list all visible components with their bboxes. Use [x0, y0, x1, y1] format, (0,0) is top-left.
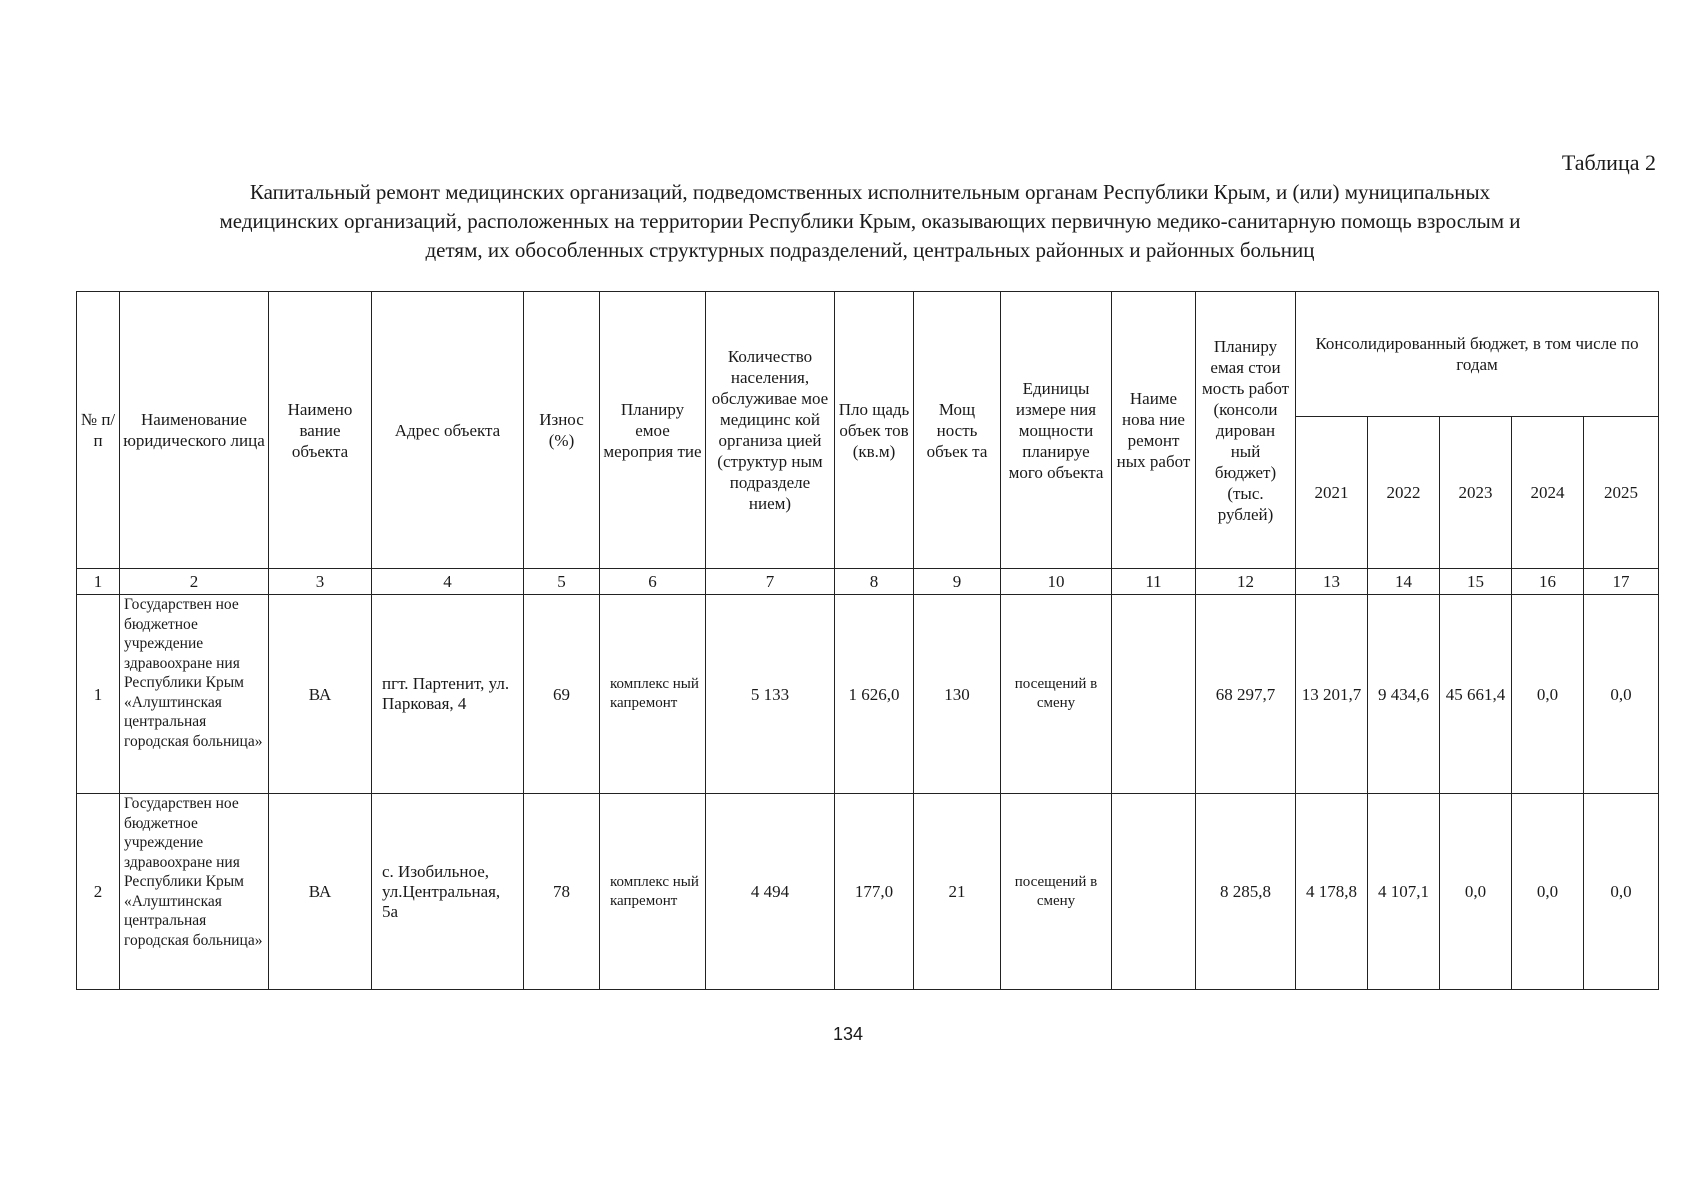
cell-works — [1112, 794, 1196, 990]
cell-year-2024: 0,0 — [1512, 794, 1584, 990]
column-number: 4 — [372, 569, 524, 595]
cell-activity: комплекс ный капремонт — [600, 595, 706, 794]
cell-year-2021: 4 178,8 — [1296, 794, 1368, 990]
column-number: 16 — [1512, 569, 1584, 595]
column-number: 12 — [1196, 569, 1296, 595]
column-number: 9 — [914, 569, 1001, 595]
cell-object-name: ВА — [269, 595, 372, 794]
cell-year-2021: 13 201,7 — [1296, 595, 1368, 794]
cell-units: посещений в смену — [1001, 794, 1112, 990]
header-activity: Планиру емое мероприя тие — [600, 292, 706, 569]
header-num: № п/п — [77, 292, 120, 569]
cell-works — [1112, 595, 1196, 794]
cell-year-2023: 45 661,4 — [1440, 595, 1512, 794]
cell-address: пгт. Партенит, ул. Парковая, 4 — [372, 595, 524, 794]
column-number: 6 — [600, 569, 706, 595]
cell-year-2025: 0,0 — [1584, 595, 1659, 794]
cell-capacity: 21 — [914, 794, 1001, 990]
cell-year-2023: 0,0 — [1440, 794, 1512, 990]
header-year-2024: 2024 — [1512, 417, 1584, 569]
header-object-name: Наимено вание объекта — [269, 292, 372, 569]
page-number: 134 — [832, 1024, 864, 1044]
cell-year-2022: 9 434,6 — [1368, 595, 1440, 794]
cell-cost: 8 285,8 — [1196, 794, 1296, 990]
cell-legal-entity: Государствен ное бюджетное учреждение здравоохране ния Республики Крым «Алуштинская центральная городская больница» — [120, 595, 269, 794]
document-title — [100, 178, 1640, 265]
header-year-2023: 2023 — [1440, 417, 1512, 569]
column-number: 1 — [77, 569, 120, 595]
column-number: 5 — [524, 569, 600, 595]
cell-object-name: ВА — [269, 794, 372, 990]
table-row — [77, 794, 1659, 990]
header-address: Адрес объекта — [372, 292, 524, 569]
column-number: 11 — [1112, 569, 1196, 595]
column-number: 3 — [269, 569, 372, 595]
column-number: 2 — [120, 569, 269, 595]
header-row — [77, 292, 1659, 417]
column-number: 15 — [1440, 569, 1512, 595]
cell-year-2025: 0,0 — [1584, 794, 1659, 990]
header-year-2021: 2021 — [1296, 417, 1368, 569]
header-year-2022: 2022 — [1368, 417, 1440, 569]
header-year-2025: 2025 — [1584, 417, 1659, 569]
header-works: Наиме нова ние ремонт ных работ — [1112, 292, 1196, 569]
header-legal-entity: Наименование юридического лица — [120, 292, 269, 569]
cell-activity: комплекс ный капремонт — [600, 794, 706, 990]
column-number: 8 — [835, 569, 914, 595]
header-population: Количество населения, обслуживае мое медицинс кой организа цией (структур ным подразделе нием) — [706, 292, 835, 569]
cell-num: 1 — [77, 595, 120, 794]
cell-legal-entity: Государствен ное бюджетное учреждение здравоохране ния Республики Крым «Алуштинская центральная городская больница» — [120, 794, 269, 990]
header-wear: Износ (%) — [524, 292, 600, 569]
cell-wear: 69 — [524, 595, 600, 794]
cell-area: 1 626,0 — [835, 595, 914, 794]
title-line-1: Капитальный ремонт медицинских организаций, подведомственных исполнительным органам Республики Крым, и (или) муниципальных — [249, 180, 1491, 204]
cell-population: 4 494 — [706, 794, 835, 990]
table-label: Таблица 2 — [1561, 150, 1656, 175]
column-number: 13 — [1296, 569, 1368, 595]
title-line-3: детям, их обособленных структурных подразделений, центральных районных и районных больниц — [425, 238, 1315, 262]
cell-area: 177,0 — [835, 794, 914, 990]
cell-capacity: 130 — [914, 595, 1001, 794]
header-cost: Планиру емая стои мость работ (консоли дирован ный бюджет) (тыс. рублей) — [1196, 292, 1296, 569]
column-number: 7 — [706, 569, 835, 595]
table-row — [77, 595, 1659, 794]
column-number: 10 — [1001, 569, 1112, 595]
cell-address: с. Изобильное, ул.Центральная, 5а — [372, 794, 524, 990]
cell-year-2022: 4 107,1 — [1368, 794, 1440, 990]
cell-wear: 78 — [524, 794, 600, 990]
cell-units: посещений в смену — [1001, 595, 1112, 794]
header-area: Пло щадь объек тов (кв.м) — [835, 292, 914, 569]
header-units: Единицы измере ния мощности планируе мого объекта — [1001, 292, 1112, 569]
cell-population: 5 133 — [706, 595, 835, 794]
header-budget-group: Консолидированный бюджет, в том числе по годам — [1296, 292, 1659, 417]
repair-table — [76, 291, 1659, 990]
cell-cost: 68 297,7 — [1196, 595, 1296, 794]
column-number: 14 — [1368, 569, 1440, 595]
column-numbers-row — [77, 569, 1659, 595]
header-capacity: Мощ ность объек та — [914, 292, 1001, 569]
cell-year-2024: 0,0 — [1512, 595, 1584, 794]
repair-table-container — [76, 291, 1658, 990]
title-line-2: медицинских организаций, расположенных на территории Республики Крым, оказывающих первичную медико-санитарную помощь взрослым и — [219, 209, 1521, 233]
column-number: 17 — [1584, 569, 1659, 595]
cell-num: 2 — [77, 794, 120, 990]
